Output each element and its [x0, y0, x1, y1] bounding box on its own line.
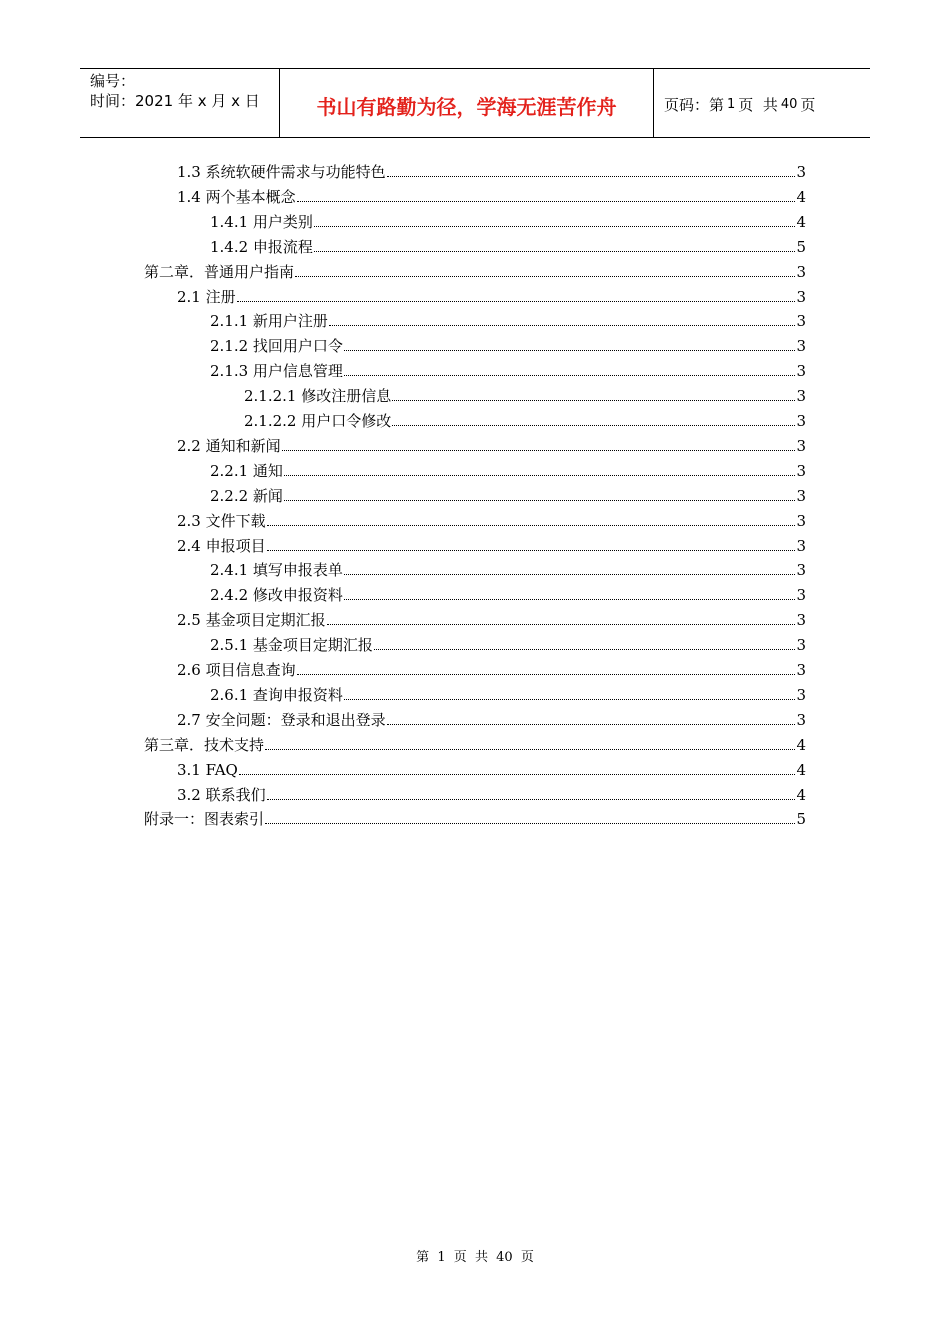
toc-entry-title: 2.6.1 查询申报资料: [210, 685, 343, 704]
toc-entry-page: 3: [796, 486, 806, 505]
toc-entry[interactable]: [177, 507, 806, 531]
toc-entry[interactable]: [144, 258, 806, 282]
toc-entry-title: 2.6 项目信息查询: [177, 661, 296, 679]
toc-entry-title: 2.1.2.1 修改注册信息: [244, 387, 392, 406]
toc-entry[interactable]: [210, 457, 806, 481]
time-label: 时间：: [90, 92, 136, 110]
page-prefix: 页码：第: [664, 95, 725, 114]
toc-dot-leader: [327, 624, 796, 625]
toc-entry-title: 3.2 联系我们: [177, 785, 266, 804]
toc-entry-page: 3: [796, 163, 806, 181]
toc-entry-title: 附录一：图表索引: [144, 810, 265, 829]
toc-entry-page: 3: [796, 611, 806, 630]
toc-entry[interactable]: [210, 357, 806, 381]
toc-dot-leader: [344, 350, 796, 351]
toc-entry-page: 3: [796, 387, 806, 406]
toc-entry-page: 3: [796, 362, 806, 381]
toc-entry-page: 4: [796, 212, 806, 231]
toc-entry-title: 2.4.1 填写申报表单: [210, 561, 343, 580]
toc-dot-leader: [284, 500, 796, 501]
footer-current: 1: [437, 1250, 446, 1265]
toc-dot-leader: [267, 799, 796, 800]
toc-entry[interactable]: [210, 581, 806, 605]
toc-entry[interactable]: [210, 307, 806, 331]
toc-entry-page: 3: [796, 312, 806, 331]
toc-entry-page: 4: [796, 735, 806, 754]
toc-entry[interactable]: [210, 631, 806, 655]
toc-entry[interactable]: [210, 233, 806, 257]
toc-dot-leader: [329, 325, 796, 326]
toc-entry[interactable]: [177, 706, 806, 730]
toc-entry-page: 3: [796, 561, 806, 580]
toc-entry-title: 2.1 注册: [177, 287, 236, 306]
toc-entry[interactable]: [144, 805, 806, 829]
toc-entry-page: 5: [796, 810, 806, 829]
toc-entry-page: 3: [796, 685, 806, 704]
toc-dot-leader: [282, 450, 796, 451]
page-current: 1: [727, 96, 736, 112]
toc-entry-title: 2.5.1 基金项目定期汇报: [210, 636, 373, 655]
toc-dot-leader: [267, 525, 796, 526]
toc-entry-title: 2.5 基金项目定期汇报: [177, 611, 326, 630]
toc-entry[interactable]: [144, 731, 806, 755]
toc-entry-page: 3: [796, 287, 806, 306]
toc-entry-title: 2.2 通知和新闻: [177, 436, 281, 455]
toc-entry[interactable]: [210, 556, 806, 580]
toc-dot-leader: [295, 276, 795, 277]
footer-mid: 页 共: [453, 1250, 488, 1265]
page-header: [80, 68, 870, 138]
toc-entry-page: 3: [796, 461, 806, 480]
header-meta: [80, 69, 280, 137]
toc-entry[interactable]: [177, 283, 806, 307]
toc-entry-title: 2.7 安全问题：登录和退出登录: [177, 710, 386, 729]
toc-entry-title: 1.4 两个基本概念: [177, 187, 296, 206]
toc-entry[interactable]: [177, 756, 806, 780]
toc-entry[interactable]: [210, 482, 806, 506]
page-total: 40: [780, 96, 798, 112]
toc-entry[interactable]: [177, 183, 806, 207]
header-page-number: [654, 69, 870, 137]
toc-dot-leader: [314, 226, 796, 227]
toc-dot-leader: [344, 574, 796, 575]
toc-entry-title: 第二章．普通用户指南: [144, 262, 295, 281]
time-line: [90, 91, 279, 111]
toc-dot-leader: [237, 301, 796, 302]
toc-entry-page: 3: [796, 511, 806, 530]
toc-dot-leader: [344, 699, 796, 700]
toc-entry-title: 1.4.1 用户类别: [210, 212, 313, 231]
toc-entry-page: 5: [796, 237, 806, 256]
toc-entry-title: 2.1.2 找回用户口令: [210, 337, 343, 356]
toc-entry-title: 第三章．技术支持: [144, 735, 265, 754]
toc-entry-page: 3: [796, 536, 806, 555]
toc-entry[interactable]: [244, 382, 806, 406]
toc-dot-leader: [392, 400, 795, 401]
toc-entry-title: 1.3 系统软硬件需求与功能特色: [177, 163, 386, 181]
page-suffix: 页: [800, 95, 816, 114]
toc-dot-leader: [267, 550, 796, 551]
toc-entry[interactable]: [210, 332, 806, 356]
toc-entry-page: 3: [796, 436, 806, 455]
toc-dot-leader: [297, 201, 796, 202]
toc-entry-title: 2.2.2 新闻: [210, 486, 283, 505]
time-value: 2021 年 x 月 x 日: [135, 92, 260, 110]
toc-entry-title: 1.4.2 申报流程: [210, 237, 313, 256]
toc-entry-title: 2.3 文件下载: [177, 511, 266, 530]
toc-entry-page: 3: [796, 661, 806, 679]
toc-dot-leader: [387, 176, 796, 177]
toc-dot-leader: [344, 599, 796, 600]
toc-entry-page: 4: [796, 187, 806, 206]
toc-entry-page: 4: [796, 760, 806, 779]
toc-dot-leader: [284, 475, 796, 476]
toc-entry-title: 2.4.2 修改申报资料: [210, 586, 343, 605]
footer-suffix: 页: [520, 1250, 534, 1265]
toc-entry-page: 3: [796, 586, 806, 605]
footer-prefix: 第: [416, 1250, 430, 1265]
toc-dot-leader: [265, 749, 795, 750]
toc-entry-title: 2.1.2.2 用户口令修改: [244, 412, 392, 430]
toc-entry-page: 3: [796, 710, 806, 729]
toc-dot-leader: [239, 774, 796, 775]
toc-entry-page: 3: [796, 337, 806, 356]
toc-entry-title: 2.4 申报项目: [177, 536, 266, 555]
toc-entry-title: 2.2.1 通知: [210, 461, 283, 480]
page-footer: [0, 1246, 950, 1265]
toc-entry-page: 3: [796, 412, 806, 430]
toc-dot-leader: [344, 375, 796, 376]
toc-dot-leader: [297, 674, 796, 675]
toc-entry[interactable]: [177, 656, 806, 680]
toc-dot-leader: [387, 724, 796, 725]
toc-entry[interactable]: [244, 407, 806, 431]
toc-entry-title: 3.1 FAQ: [177, 760, 238, 779]
toc-entry[interactable]: [210, 208, 806, 232]
toc-entry-page: 3: [796, 262, 806, 281]
toc-entry-title: 2.1.3 用户信息管理: [210, 362, 343, 381]
toc-entry[interactable]: [177, 532, 806, 556]
toc-entry-page: 4: [796, 785, 806, 804]
toc-entry[interactable]: [210, 681, 806, 705]
header-motto: 书山有路勤为径，学海无涯苦作舟: [280, 69, 654, 137]
toc-entry-title: 2.1.1 新用户注册: [210, 312, 328, 331]
toc-dot-leader: [314, 251, 796, 252]
toc-dot-leader: [392, 425, 795, 426]
toc-dot-leader: [265, 823, 795, 824]
footer-total: 40: [496, 1250, 513, 1265]
serial-label: 编号：: [90, 72, 136, 90]
toc-entry[interactable]: [177, 158, 806, 182]
toc-entry[interactable]: [177, 606, 806, 630]
page-mid: 页 共: [738, 95, 778, 114]
toc-entry-page: 3: [796, 636, 806, 655]
toc-dot-leader: [374, 649, 796, 650]
toc-entry[interactable]: [177, 781, 806, 805]
toc-entry[interactable]: [177, 432, 806, 456]
